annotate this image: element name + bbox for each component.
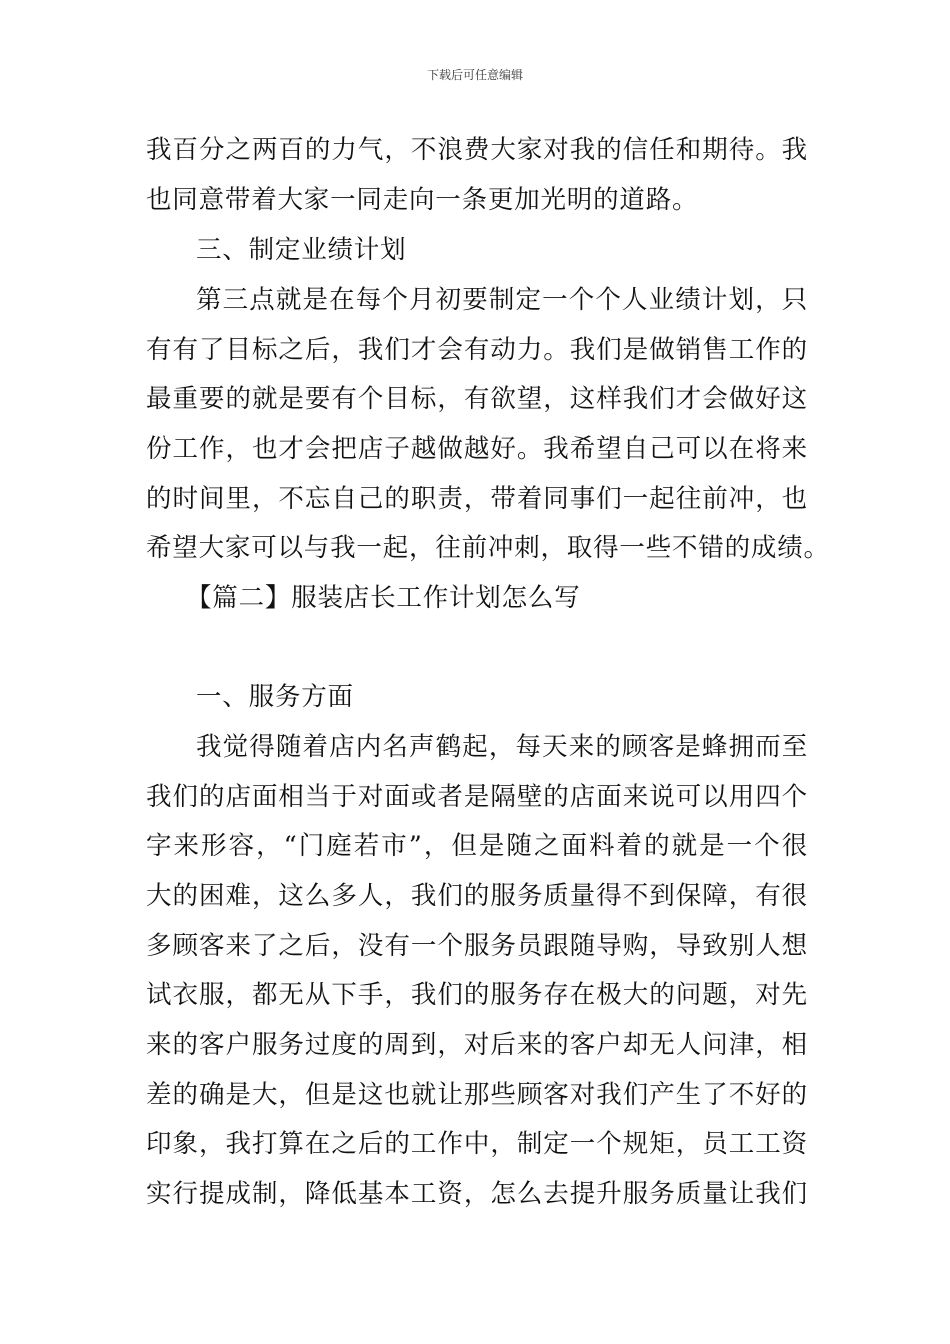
paragraph-line: 第三点就是在每个月初要制定一个个人业绩计划，只 <box>196 285 808 315</box>
paragraph-line: 多顾客来了之后，没有一个服务员跟随导购，导致别人想 <box>146 931 808 961</box>
paragraph-line: 实行提成制，降低基本工资，怎么去提升服务质量让我们 <box>146 1179 808 1209</box>
paragraph-line: 我们的店面相当于对面或者是隔壁的店面来说可以用四个 <box>146 782 808 812</box>
paragraph-line: 我百分之两百的力气，不浪费大家对我的信任和期待。我 <box>146 135 808 165</box>
paragraph-line: 份工作，也才会把店子越做越好。我希望自己可以在将来 <box>146 434 808 464</box>
header-note: 下载后可任意编辑 <box>426 68 523 82</box>
paragraph-line: 来的客户服务过度的周到，对后来的客户却无人问津，相 <box>146 1030 808 1060</box>
paragraph-line: 字来形容，“门庭若市”，但是随之面料着的就是一个很 <box>146 831 808 861</box>
paragraph-line: 试衣服，都无从下手，我们的服务存在极大的问题，对先 <box>146 980 808 1010</box>
section-heading: 一、服务方面 <box>196 682 354 712</box>
section-heading: 三、制定业绩计划 <box>196 235 407 265</box>
section-title: 【篇二】服装店长工作计划怎么写 <box>186 583 581 613</box>
paragraph-line: 最重要的就是要有个目标，有欲望，这样我们才会做好这 <box>146 384 808 414</box>
paragraph-line: 印象，我打算在之后的工作中，制定一个规矩，员工工资 <box>146 1129 808 1159</box>
paragraph-line: 我觉得随着店内名声鹤起，每天来的顾客是蜂拥而至 <box>196 732 808 762</box>
paragraph-line: 大的困难，这么多人，我们的服务质量得不到保障，有很 <box>146 881 808 911</box>
paragraph-line: 差的确是大，但是这也就让那些顾客对我们产生了不好的 <box>146 1080 808 1110</box>
paragraph-line: 希望大家可以与我一起，往前冲刺，取得一些不错的成绩。 <box>146 533 830 563</box>
paragraph-line: 的时间里，不忘自己的职责，带着同事们一起往前冲，也 <box>146 484 808 514</box>
paragraph-line: 有有了目标之后，我们才会有动力。我们是做销售工作的 <box>146 335 808 365</box>
paragraph-line: 也同意带着大家一同走向一条更加光明的道路。 <box>146 185 699 215</box>
